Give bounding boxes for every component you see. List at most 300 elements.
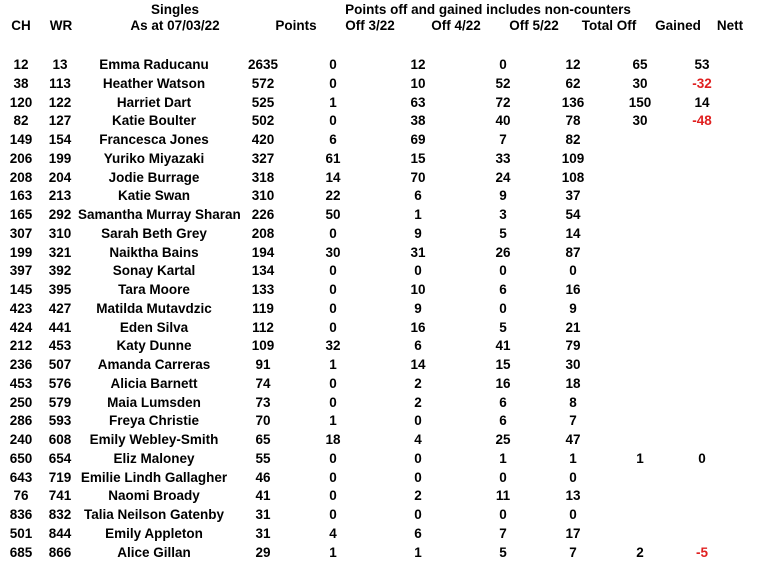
row-spacer <box>730 225 764 244</box>
cell-off3: 14 <box>325 169 341 185</box>
cell-off3: 4 <box>329 525 337 541</box>
row-spacer <box>730 75 764 94</box>
cell-name: Yuriko Miyazaki <box>103 150 205 166</box>
cell-name: Matilda Mutavdzic <box>96 300 212 316</box>
table-row <box>0 319 764 338</box>
cell-wr: 213 <box>48 188 72 204</box>
table-row <box>0 206 764 225</box>
row-spacer <box>730 356 764 375</box>
cell-off4: 0 <box>414 507 422 522</box>
cell-off4: 6 <box>414 188 422 204</box>
cell-wr: 593 <box>48 413 72 429</box>
row-spacer <box>730 112 764 131</box>
cell-total: 78 <box>565 113 581 129</box>
cell-off3: 0 <box>329 75 337 91</box>
cell-off3: 0 <box>329 263 337 279</box>
cell-off4: 38 <box>410 113 426 129</box>
cell-wr: 113 <box>49 75 71 91</box>
cell-wr: 292 <box>48 207 72 222</box>
cell-off5: 11 <box>495 488 511 504</box>
cell-gained: 30 <box>632 113 648 129</box>
header-points-note: Points off and gained includes non-counters <box>345 2 631 17</box>
table-row <box>0 225 764 244</box>
cell-off4: 4 <box>414 432 422 447</box>
cell-wr: 866 <box>48 544 72 560</box>
cell-total: 54 <box>565 207 581 222</box>
row-spacer <box>730 187 764 206</box>
cell-wr: 832 <box>48 507 72 522</box>
header-total-off: Total Off <box>581 18 637 33</box>
table-row <box>0 94 764 113</box>
cell-name: Tara Moore <box>118 282 190 297</box>
cell-nett: 53 <box>694 57 710 72</box>
cell-off5: 33 <box>495 150 511 166</box>
cell-total: 0 <box>569 507 577 522</box>
cell-off5: 0 <box>499 263 507 279</box>
cell-off3: 0 <box>329 57 337 72</box>
cell-wr: 427 <box>48 300 72 316</box>
cell-nett <box>674 225 730 244</box>
header-singles: Singles <box>150 2 199 17</box>
header-off4: Off 4/22 <box>431 18 481 33</box>
cell-off5: 40 <box>495 113 511 129</box>
cell-gained <box>606 469 674 488</box>
cell-gained <box>606 281 674 300</box>
table-row <box>0 112 764 131</box>
table-row <box>0 412 764 431</box>
cell-ch: 199 <box>9 244 33 260</box>
cell-points: 310 <box>251 188 275 204</box>
cell-points: 572 <box>251 75 275 91</box>
cell-total: 47 <box>565 432 581 447</box>
cell-nett <box>674 487 730 506</box>
cell-points: 70 <box>255 413 271 429</box>
cell-off5: 15 <box>495 357 511 372</box>
row-spacer <box>730 431 764 450</box>
row-spacer <box>730 525 764 544</box>
cell-nett <box>674 431 730 450</box>
cell-off5: 24 <box>495 169 511 185</box>
table-row <box>0 169 764 188</box>
cell-off4: 14 <box>410 357 426 372</box>
table-row <box>0 337 764 356</box>
cell-off5: 16 <box>495 375 511 391</box>
cell-total: 21 <box>565 319 581 335</box>
cell-gained <box>606 394 674 413</box>
cell-off3: 30 <box>325 244 341 260</box>
cell-points: 318 <box>251 169 275 185</box>
cell-wr: 321 <box>48 244 72 260</box>
row-spacer <box>730 169 764 188</box>
cell-off3: 0 <box>329 319 337 335</box>
cell-points: 29 <box>255 544 271 560</box>
cell-off4: 69 <box>410 132 426 147</box>
cell-off4: 70 <box>410 169 426 185</box>
cell-ch: 250 <box>9 394 33 410</box>
cell-total: 108 <box>561 169 585 185</box>
cell-wr: 199 <box>48 150 72 166</box>
cell-off5: 0 <box>499 507 507 522</box>
table-row <box>0 75 764 94</box>
cell-wr: 507 <box>48 357 72 372</box>
cell-off5: 6 <box>499 413 507 429</box>
header-gained: Gained <box>655 18 701 33</box>
cell-gained <box>606 262 674 281</box>
table-row <box>0 131 764 150</box>
cell-off5: 72 <box>495 94 511 110</box>
row-spacer <box>730 281 764 300</box>
cell-ch: 82 <box>13 113 29 129</box>
cell-off4: 10 <box>410 75 426 91</box>
cell-points: 226 <box>251 207 275 222</box>
cell-off3: 61 <box>325 150 341 166</box>
cell-ch: 236 <box>9 357 33 372</box>
cell-off4: 2 <box>414 488 422 504</box>
cell-name: Eliz Maloney <box>113 450 195 466</box>
cell-off3: 0 <box>329 225 337 241</box>
cell-nett <box>674 244 730 263</box>
cell-gained <box>606 506 674 525</box>
header-ch: CH <box>11 18 31 33</box>
table-row <box>0 300 764 319</box>
cell-name: Samantha Murray Sharan <box>78 207 241 222</box>
cell-ch: 165 <box>9 207 33 222</box>
row-spacer <box>730 244 764 263</box>
table-row <box>0 375 764 394</box>
cell-off4: 2 <box>414 394 422 410</box>
cell-off4: 1 <box>414 207 422 222</box>
cell-name: Naomi Broady <box>108 488 200 504</box>
cell-nett <box>674 262 730 281</box>
cell-gained <box>606 356 674 375</box>
cell-gained <box>606 431 674 450</box>
cell-off5: 25 <box>495 432 511 447</box>
cell-points: 327 <box>251 150 275 166</box>
table-row <box>0 544 764 562</box>
cell-total: 0 <box>569 263 577 279</box>
cell-off3: 0 <box>329 375 337 391</box>
cell-total: 8 <box>569 394 577 410</box>
cell-points: 109 <box>251 338 275 354</box>
cell-off4: 9 <box>414 300 422 316</box>
cell-ch: 423 <box>9 300 33 316</box>
cell-gained <box>606 412 674 431</box>
cell-off5: 6 <box>499 394 507 410</box>
cell-total: 13 <box>565 488 581 504</box>
cell-name: Emily Appleton <box>105 525 203 541</box>
cell-ch: 76 <box>13 488 29 504</box>
cell-points: 2635 <box>247 57 279 72</box>
cell-name: Maia Lumsden <box>107 394 201 410</box>
header-off5: Off 5/22 <box>509 18 559 33</box>
cell-total: 18 <box>565 375 581 391</box>
cell-off5: 7 <box>499 132 507 147</box>
cell-ch: 650 <box>9 450 33 466</box>
cell-total: 109 <box>561 150 585 166</box>
cell-off4: 6 <box>414 338 422 354</box>
cell-gained <box>606 131 674 150</box>
cell-off5: 0 <box>499 300 507 316</box>
cell-ch: 643 <box>9 469 33 485</box>
row-spacer <box>730 319 764 338</box>
cell-off3: 0 <box>329 507 337 522</box>
cell-ch: 206 <box>9 150 33 166</box>
cell-name: Heather Watson <box>102 75 206 91</box>
cell-wr: 453 <box>48 338 72 354</box>
cell-points: 119 <box>252 300 274 316</box>
cell-total: 1 <box>569 450 577 466</box>
cell-name: Francesca Jones <box>99 132 209 147</box>
cell-points: 65 <box>255 432 271 447</box>
table-row <box>0 56 764 75</box>
cell-nett <box>674 506 730 525</box>
cell-points: 31 <box>255 525 271 541</box>
cell-gained <box>606 375 674 394</box>
cell-name: Harriet Dart <box>116 94 192 110</box>
header-nett: Nett <box>716 18 744 33</box>
cell-off3: 1 <box>329 94 337 110</box>
cell-nett <box>674 375 730 394</box>
cell-off4: 15 <box>410 150 426 166</box>
row-spacer <box>730 394 764 413</box>
cell-off4: 9 <box>414 225 422 241</box>
cell-gained <box>606 300 674 319</box>
cell-off3: 0 <box>329 394 337 410</box>
cell-points: 208 <box>251 225 275 241</box>
cell-name: Katie Swan <box>117 188 191 204</box>
cell-wr: 608 <box>48 432 72 447</box>
cell-nett <box>674 319 730 338</box>
table-row <box>0 506 764 525</box>
cell-off3: 1 <box>329 413 337 429</box>
cell-ch: 424 <box>9 319 33 335</box>
cell-nett: -5 <box>695 544 708 560</box>
header-points: Points <box>275 18 317 33</box>
cell-off3: 0 <box>329 450 337 466</box>
cell-off4: 31 <box>410 244 426 260</box>
row-spacer <box>730 94 764 113</box>
row-spacer <box>730 262 764 281</box>
cell-total: 37 <box>565 188 581 204</box>
cell-points: 41 <box>255 488 271 504</box>
cell-wr: 154 <box>48 132 72 147</box>
cell-ch: 240 <box>9 432 33 447</box>
header-off3: Off 3/22 <box>345 18 395 33</box>
cell-off5: 5 <box>499 544 507 560</box>
cell-points: 112 <box>252 319 274 335</box>
table-row <box>0 487 764 506</box>
cell-off3: 32 <box>325 338 341 354</box>
cell-ch: 163 <box>9 188 33 204</box>
cell-gained <box>606 206 674 225</box>
cell-off3: 18 <box>325 432 341 447</box>
cell-ch: 685 <box>9 544 33 560</box>
cell-ch: 149 <box>9 132 33 147</box>
cell-off4: 0 <box>414 413 422 429</box>
cell-total: 79 <box>565 338 581 354</box>
cell-gained: 150 <box>628 94 652 110</box>
cell-off3: 50 <box>325 207 341 222</box>
cell-off4: 2 <box>414 375 422 391</box>
header-asat: As at 07/03/22 <box>130 18 220 33</box>
cell-off5: 0 <box>499 57 507 72</box>
cell-off3: 6 <box>329 132 337 147</box>
cell-points: 73 <box>255 394 271 410</box>
table-row <box>0 394 764 413</box>
cell-wr: 576 <box>48 375 72 391</box>
cell-gained <box>606 244 674 263</box>
cell-nett <box>674 150 730 169</box>
cell-off3: 1 <box>329 544 337 560</box>
cell-gained <box>606 169 674 188</box>
cell-nett <box>674 206 730 225</box>
row-spacer <box>730 337 764 356</box>
cell-nett: 14 <box>694 94 710 110</box>
cell-name: Talia Neilson Gatenby <box>83 507 225 522</box>
cell-off4: 12 <box>410 57 426 72</box>
row-spacer <box>730 450 764 469</box>
cell-off3: 0 <box>329 113 337 129</box>
cell-gained <box>606 187 674 206</box>
cell-off5: 1 <box>499 450 507 466</box>
cell-wr: 122 <box>48 94 72 110</box>
cell-off5: 3 <box>499 207 507 222</box>
table-body <box>0 56 764 562</box>
row-spacer <box>730 412 764 431</box>
cell-nett <box>674 169 730 188</box>
cell-name: Katy Dunne <box>116 338 192 354</box>
cell-off5: 5 <box>499 225 507 241</box>
cell-wr: 441 <box>48 319 72 335</box>
cell-points: 525 <box>251 94 275 110</box>
cell-wr: 579 <box>48 394 72 410</box>
cell-gained: 65 <box>632 57 648 72</box>
cell-ch: 12 <box>13 57 29 72</box>
cell-name: Sarah Beth Grey <box>101 225 207 241</box>
cell-nett <box>674 187 730 206</box>
cell-gained <box>606 150 674 169</box>
cell-wr: 127 <box>48 113 72 129</box>
cell-total: 12 <box>565 57 581 72</box>
header-wr: WR <box>49 18 73 33</box>
cell-off4: 0 <box>414 469 422 485</box>
cell-wr: 310 <box>48 225 72 241</box>
cell-name: Sonay Kartal <box>112 263 196 279</box>
cell-nett <box>674 469 730 488</box>
cell-off3: 0 <box>329 488 337 504</box>
table-row <box>0 150 764 169</box>
cell-total: 14 <box>565 225 581 241</box>
cell-gained <box>606 319 674 338</box>
cell-ch: 307 <box>9 225 33 241</box>
cell-ch: 836 <box>9 507 33 522</box>
cell-ch: 145 <box>9 282 33 297</box>
cell-name: Katie Boulter <box>111 113 196 129</box>
cell-total: 7 <box>569 544 577 560</box>
cell-wr: 844 <box>48 525 72 541</box>
cell-name: Emily Webley-Smith <box>89 432 219 447</box>
cell-off5: 26 <box>495 244 511 260</box>
cell-wr: 741 <box>48 488 72 504</box>
cell-off5: 52 <box>495 75 511 91</box>
table-row <box>0 244 764 263</box>
cell-points: 31 <box>255 507 271 522</box>
cell-off5: 41 <box>495 338 511 354</box>
cell-off3: 0 <box>329 300 337 316</box>
cell-ch: 501 <box>9 525 33 541</box>
cell-points: 134 <box>251 263 275 279</box>
cell-gained: 2 <box>636 544 644 560</box>
row-spacer <box>730 506 764 525</box>
cell-off4: 16 <box>410 319 426 335</box>
cell-nett: -48 <box>692 113 712 129</box>
cell-nett <box>674 300 730 319</box>
cell-nett: 0 <box>698 450 706 466</box>
cell-ch: 38 <box>13 75 29 91</box>
cell-off4: 10 <box>410 282 426 297</box>
cell-total: 9 <box>569 300 577 316</box>
cell-points: 91 <box>255 357 271 372</box>
cell-wr: 13 <box>52 57 68 72</box>
cell-off3: 1 <box>329 357 337 372</box>
cell-off5: 0 <box>499 469 507 485</box>
cell-off4: 1 <box>414 544 422 560</box>
cell-name: Naiktha Bains <box>109 244 199 260</box>
cell-off5: 6 <box>499 282 507 297</box>
cell-off3: 0 <box>329 469 337 485</box>
table-row <box>0 356 764 375</box>
cell-name: Amanda Carreras <box>97 357 211 372</box>
cell-name: Alicia Barnett <box>110 375 198 391</box>
cell-off4: 0 <box>414 263 422 279</box>
cell-total: 7 <box>569 413 577 429</box>
row-spacer <box>730 131 764 150</box>
cell-points: 502 <box>251 113 275 129</box>
cell-nett: -32 <box>692 75 712 91</box>
cell-off4: 63 <box>410 94 426 110</box>
row-spacer <box>730 375 764 394</box>
row-spacer <box>730 487 764 506</box>
cell-points: 46 <box>255 469 271 485</box>
cell-name: Emilie Lindh Gallagher <box>80 469 228 485</box>
cell-gained: 1 <box>636 450 644 466</box>
cell-ch: 212 <box>9 338 33 354</box>
row-spacer <box>730 544 764 562</box>
row-spacer <box>730 150 764 169</box>
cell-nett <box>674 412 730 431</box>
cell-off4: 6 <box>414 525 422 541</box>
cell-name: Alice Gillan <box>117 544 191 560</box>
cell-ch: 397 <box>9 263 33 279</box>
cell-points: 194 <box>251 244 275 260</box>
rankings-table <box>0 56 764 562</box>
cell-gained <box>606 525 674 544</box>
cell-wr: 654 <box>48 450 72 466</box>
cell-ch: 208 <box>9 169 33 185</box>
cell-name: Emma Raducanu <box>99 57 209 72</box>
cell-off5: 7 <box>499 525 507 541</box>
cell-nett <box>674 394 730 413</box>
cell-total: 136 <box>561 94 585 110</box>
cell-name: Freya Christie <box>108 413 200 429</box>
cell-ch: 286 <box>9 413 33 429</box>
cell-total: 0 <box>569 469 577 485</box>
row-spacer <box>730 300 764 319</box>
cell-nett <box>674 131 730 150</box>
cell-wr: 392 <box>48 263 72 279</box>
cell-total: 87 <box>565 244 581 260</box>
table-row <box>0 525 764 544</box>
